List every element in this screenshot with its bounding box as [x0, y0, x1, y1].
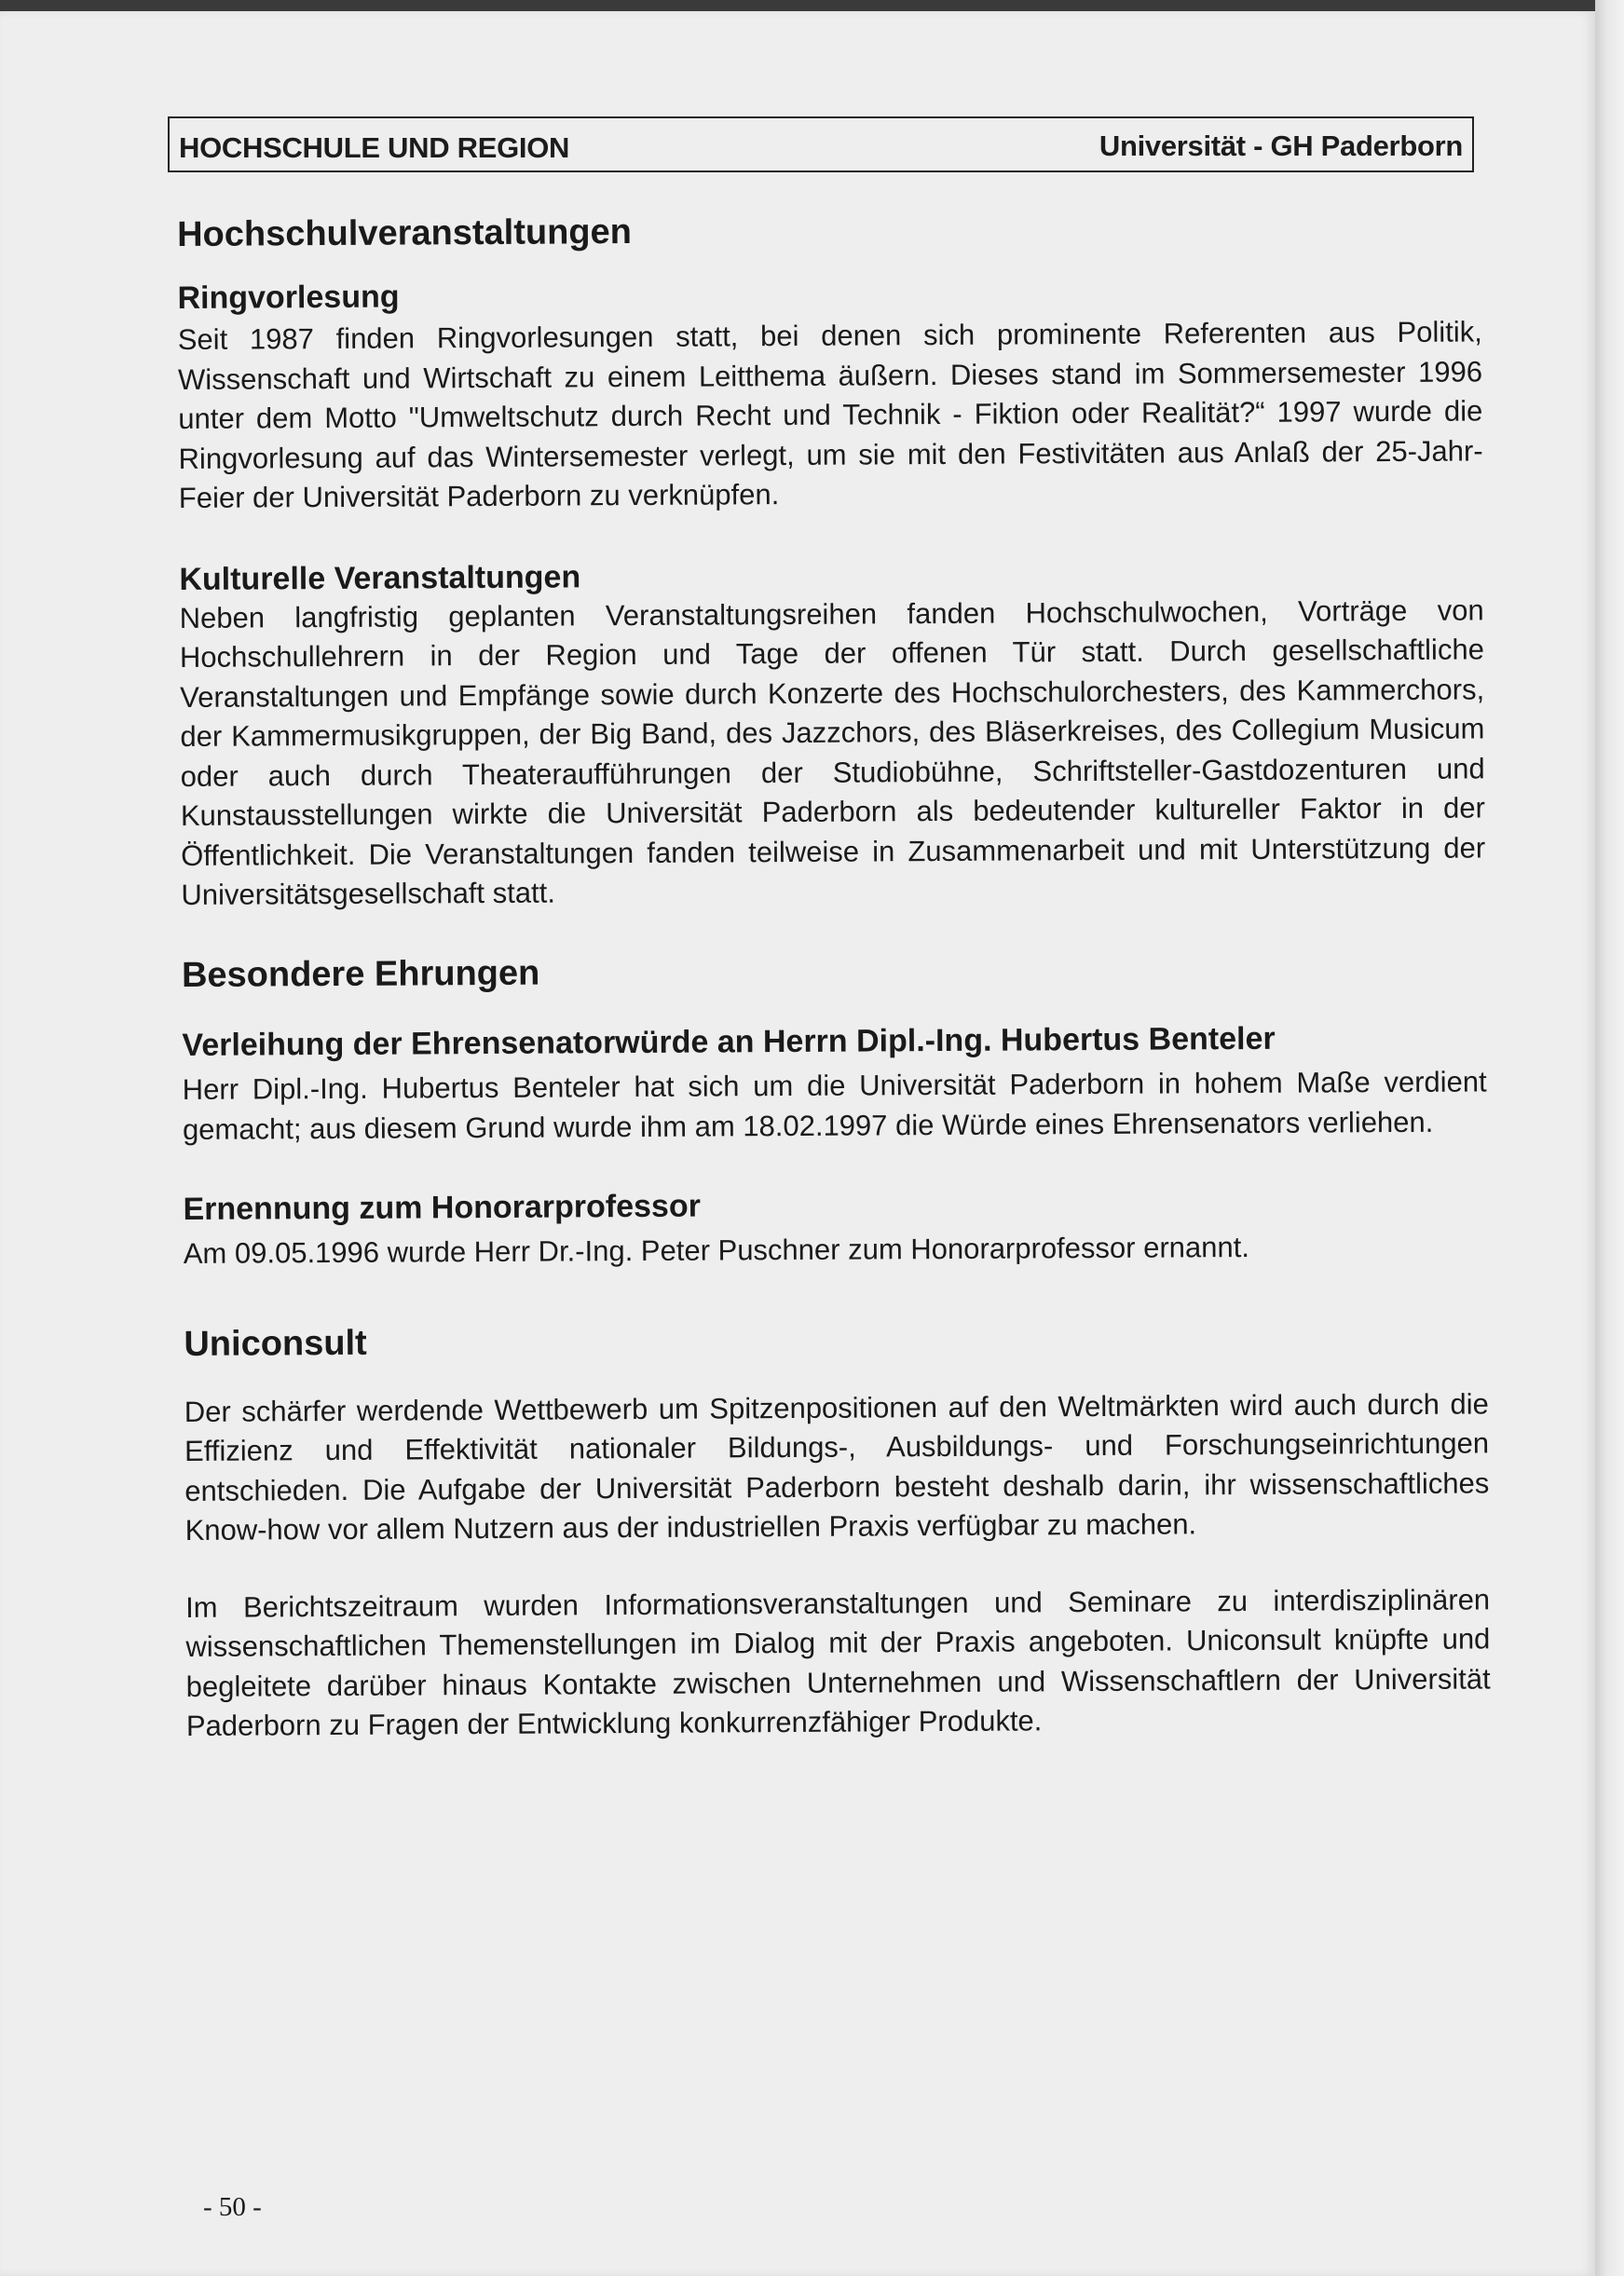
header-section-title: HOCHSCHULE UND REGION — [179, 131, 570, 164]
heading-kulturelle-veranstaltungen: Kulturelle Veranstaltungen — [179, 559, 581, 597]
page-edge — [1595, 0, 1624, 2276]
page-number: - 50 - — [203, 2192, 262, 2222]
main-content — [177, 206, 1491, 1746]
heading-honorarprofessor: Ernennung zum Honorarprofessor — [183, 1188, 702, 1228]
paragraph-kulturelle-veranstaltungen: Neben langfristig geplanten Veranstaltungsreihen fanden Hochschulwochen, Vorträge von Hochschullehrern in der Region und Tage der offenen Tür statt. Durch gesellschaftliche Veranstaltungen und Empfänge sowie durch Konzerte des Hochschulorchesters, des Kammerchors, der Kammermusikgruppen, der Big Band, des Jazzchors, des Bläserkreises, des Collegium Musicum oder auch durch Theateraufführungen der Studiobühne, Schriftsteller-Gastdozenturen und Kunstausstellungen wirkte die Universität Paderborn als bedeutender kultureller Faktor in der Öffentlichkeit. Die Veranstaltungen fanden teilweise in Zusammenarbeit und mit Unterstützung der Universitätsgesellschaft statt. — [179, 593, 1486, 912]
paragraph-uniconsult-2: Im Berichtszeitraum wurden Informationsveranstaltungen und Seminare zu interdisziplinären wissenschaftlichen Themenstellungen im Dialog mit der Praxis angeboten. Uniconsult knüpfte und begleitete darüber hinaus Kontakte zwischen Unternehmen und Wissenschaftlern der Universität Paderborn zu Fragen der Entwicklung konkurrenzfähiger Produkte. — [185, 1583, 1491, 1743]
paragraph-ringvorlesung: Seit 1987 finden Ringvorlesungen statt, bei denen sich prominente Referenten aus Politik, Wissenschaft und Wirtschaft zu einem Leitthema äußern. Dieses stand im Sommersemester 1996 unter dem Motto "Umweltschutz durch Recht und Technik - Fiktion oder Realität?“ 1997 wurde die Ringvorlesung auf das Wintersemester verlegt, um sie mit den Festivitäten aus Anlaß der 25-Jahr-Feier der Universität Paderborn zu verknüpfen. — [177, 315, 1483, 515]
paragraph-honorarprofessor: Am 09.05.1996 wurde Herr Dr.-Ing. Peter Puschner zum Honorarprofessor ernannt. — [183, 1230, 1250, 1270]
paragraph-ehrensenatorwuerde: Herr Dipl.-Ing. Hubertus Benteler hat sich um die Universität Paderborn in hohem Maße verdient gemacht; aus diesem Grund wurde ihm am 18.02.1997 die Würde eines Ehrensenators verliehen. — [182, 1065, 1487, 1146]
paragraph-uniconsult-1: Der schärfer werdende Wettbewerb um Spitzenpositionen auf den Weltmärkten wird auch durch die Effizienz und Effektivität nationaler Bildungs-, Ausbildungs- und Forschungseinrichtungen entschieden. Die Aufgabe der Universität Paderborn besteht deshalb darin, ihr wissenschaftliches Know-how vor allem Nutzern aus der industriellen Praxis verfügbar zu machen. — [184, 1387, 1490, 1547]
heading-hochschulveranstaltungen: Hochschulveranstaltungen — [177, 212, 633, 254]
heading-uniconsult: Uniconsult — [184, 1324, 367, 1365]
header-institution: Universität - GH Paderborn — [1099, 129, 1463, 162]
running-header — [168, 116, 1474, 172]
heading-ehrensenatorwuerde: Verleihung der Ehrensenatorwürde an Herrn Dipl.-Ing. Hubertus Benteler — [182, 1021, 1276, 1064]
heading-besondere-ehrungen: Besondere Ehrungen — [181, 953, 540, 995]
heading-ringvorlesung: Ringvorlesung — [177, 279, 400, 316]
